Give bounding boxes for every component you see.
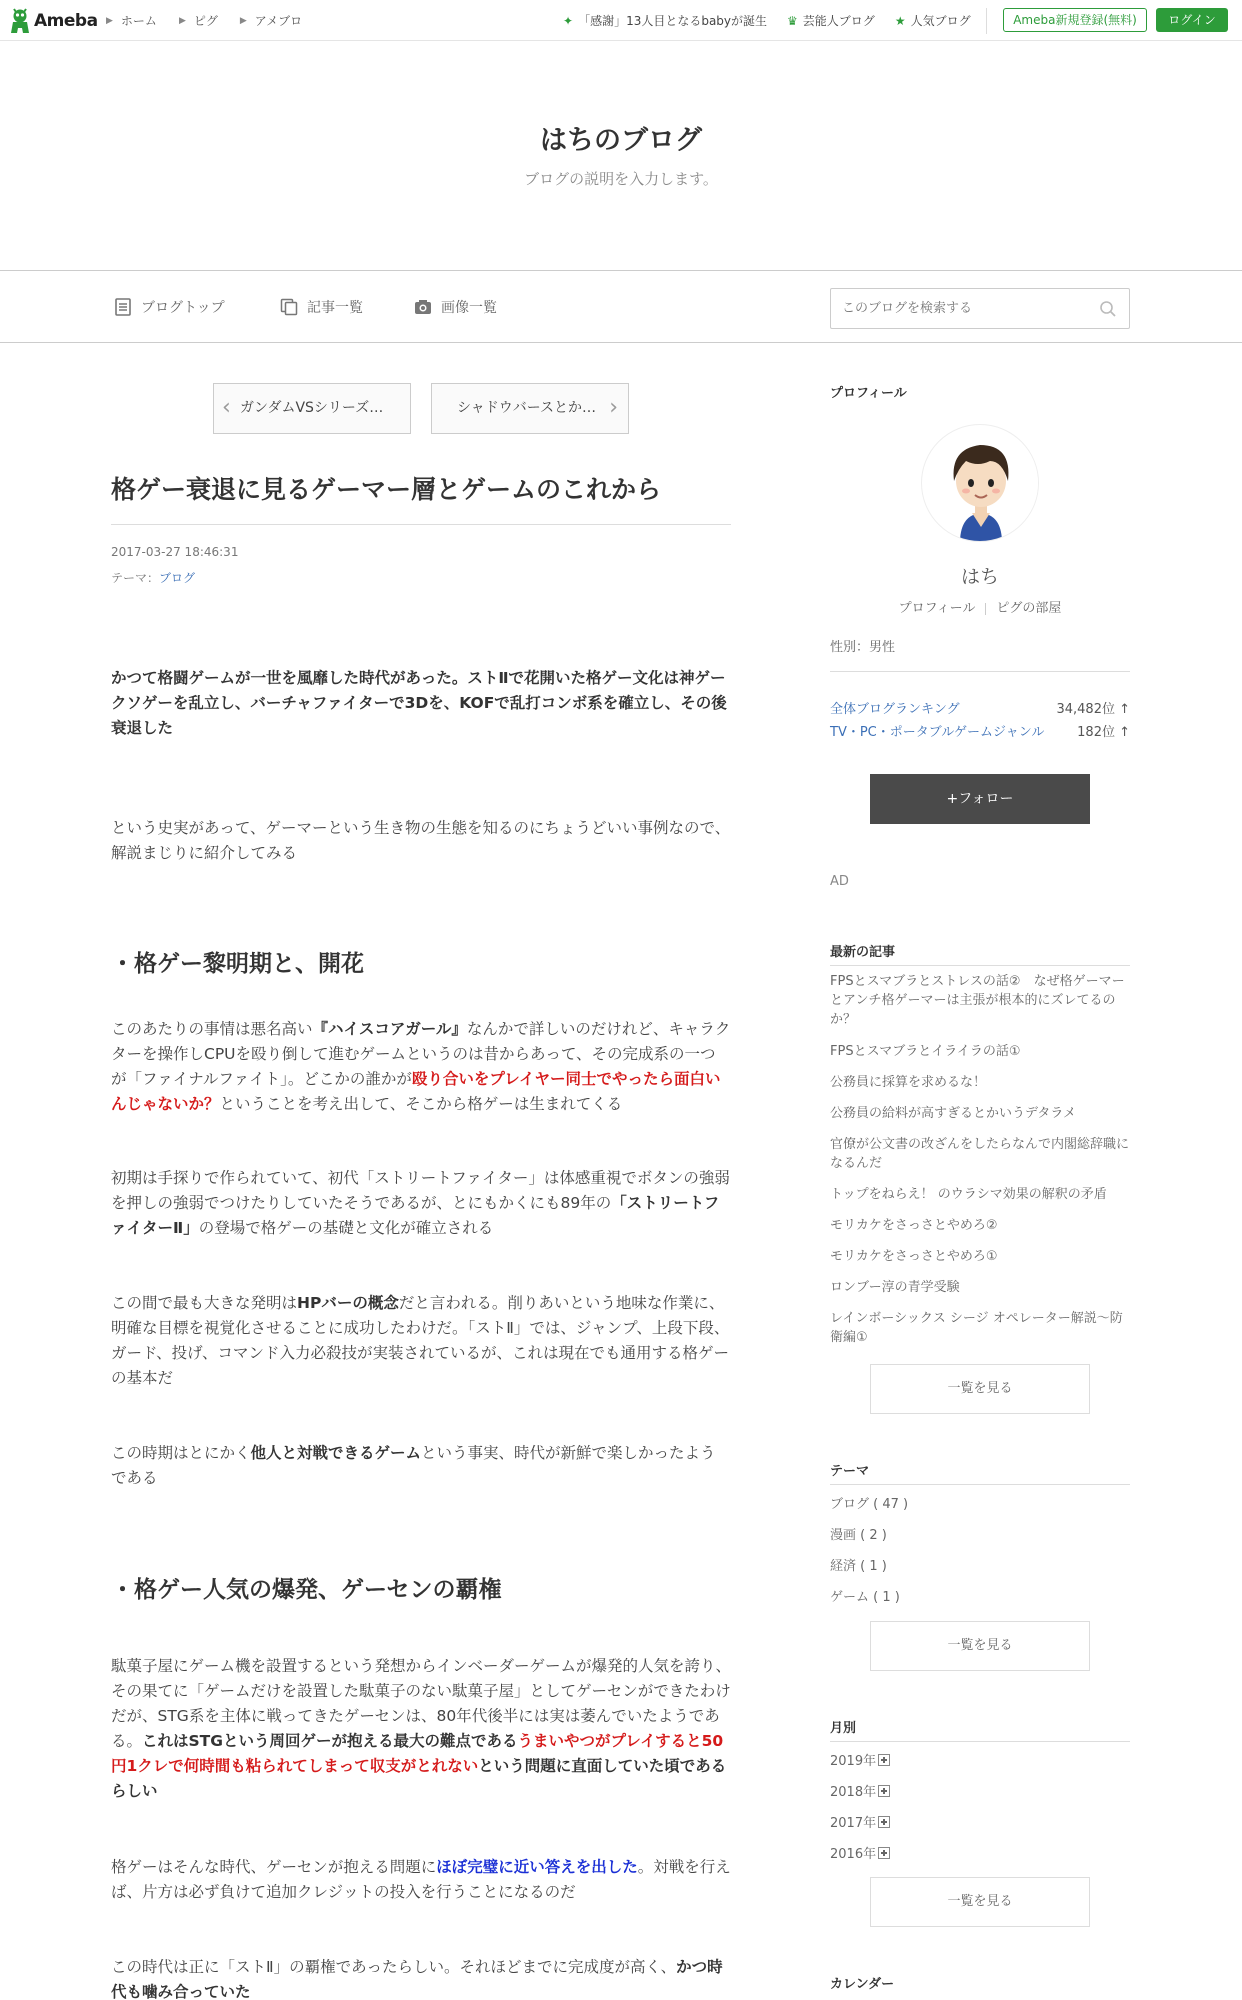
article-paragraph	[111, 1017, 731, 1117]
ameba-logo-icon	[10, 8, 30, 34]
recent-heading: 最新の記事	[830, 945, 896, 960]
month-label: 2018年	[830, 1785, 877, 1800]
article-text-red: 殴り合いをプレイヤー同士でやったら面白いんじゃないか？	[111, 1070, 721, 1113]
star-icon: ★	[894, 13, 906, 28]
document-icon	[114, 298, 132, 316]
article-text: ということを考え出して、そこから格ゲーは生まれてくる	[219, 1095, 623, 1113]
month-label: 2017年	[830, 1816, 877, 1831]
article-heading: ・格ゲー人気の爆発、ゲーセンの覇権	[111, 1577, 502, 1603]
prev-entry-label: ガンダムVSシリーズ…	[240, 400, 384, 416]
article-text-bold: という問題に直面していた頃であるらしい	[111, 1757, 727, 1800]
month-more-button[interactable]: 一覧を見る	[870, 1877, 1090, 1927]
divider	[986, 8, 987, 34]
blog-search-input[interactable]	[831, 289, 1081, 328]
month-link[interactable]	[830, 1812, 890, 1831]
blog-search	[830, 288, 1130, 329]
article-theme-link[interactable]: ブログ	[159, 571, 196, 585]
nav-entries[interactable]	[280, 297, 363, 317]
article-paragraph	[111, 1654, 731, 1804]
article-paragraph	[111, 1291, 731, 1391]
month-link[interactable]	[830, 1843, 890, 1862]
article-paragraph	[111, 816, 731, 866]
theme-heading: テーマ	[830, 1464, 870, 1479]
ranking-overall-label: 全体ブログランキング	[830, 702, 960, 717]
theme-link[interactable]: ブログ ( 47 )	[830, 1497, 909, 1512]
month-heading: 月別	[830, 1721, 857, 1736]
ranking-overall[interactable]	[830, 698, 1130, 717]
next-entry-button[interactable]	[431, 383, 629, 434]
article-text: だと言われる。削りあいという地味な作業に、明確な目標を視覚化させることに成功したわけだ。「ストⅡ」では、ジャンプ、上段下段、ガード、投げ、コマンド入力必殺技が実装されているが、これは現在でも通用する格ゲーの基本だ	[111, 1294, 730, 1387]
month-link[interactable]	[830, 1781, 890, 1800]
article-paragraph	[111, 1441, 731, 1491]
recent-entry-link[interactable]: FPSとスマブラとストレスの話② なぜ格ゲーマーとアンチ格ゲーマーは主張が根本的にズレてるのか？	[830, 974, 1125, 1027]
expand-icon[interactable]	[878, 1785, 890, 1797]
nav-entries-label: 記事一覧	[307, 300, 363, 316]
sparkle-icon: ✦	[563, 13, 574, 28]
pigg-room-link[interactable]: ピグの部屋	[996, 601, 1062, 616]
ameba-logo[interactable]	[10, 7, 98, 35]
article-text-bold: 他人と対戦できるゲーム	[250, 1444, 422, 1462]
recent-entry-link[interactable]: モリカケをさっさとやめろ②	[830, 1218, 998, 1233]
ad-label: AD	[830, 874, 849, 889]
article-text: この時代は正に「ストⅡ」の覇権であったらしい。それほどまでに完成度が高く、	[111, 1958, 677, 1976]
article-paragraph	[111, 1166, 731, 1241]
expand-icon[interactable]	[878, 1816, 890, 1828]
ranking-genre[interactable]	[830, 721, 1130, 740]
divider	[830, 671, 1130, 672]
global-nav-pigg-label: ピグ	[193, 14, 218, 28]
profile-name[interactable]: はち	[960, 566, 999, 588]
top-link-news[interactable]	[563, 12, 767, 29]
article-text: 駄菓子屋にゲーム機を設置するという発想からインベーダーゲームが爆発的人気を誇り、その果てに「ゲームだけを設置した駄菓子のない駄菓子屋」としてゲーセンができたわけだが、STG系を主体に戦ってきたゲーセンは、80年代後半には実は萎んでいたようである。	[111, 1657, 732, 1750]
month-label: 2016年	[830, 1847, 877, 1862]
top-link-popular-blog[interactable]	[895, 12, 971, 29]
top-links	[563, 12, 991, 29]
article-text: 。対戦を行えば、片方は必ず負けて追加クレジットの投入を行うことになるのだ	[111, 1858, 731, 1901]
article-paragraph	[111, 666, 731, 741]
avatar-image	[922, 425, 1039, 542]
recent-entry-link[interactable]: レインボーシックス シージ オペレーター解説〜防衛編①	[830, 1311, 1123, 1345]
search-icon[interactable]	[1099, 300, 1117, 318]
nav-blog-top[interactable]	[114, 297, 225, 317]
divider	[985, 603, 986, 615]
global-nav-ameblo[interactable]	[240, 12, 302, 29]
global-header	[0, 0, 1242, 41]
article-paragraph	[111, 1855, 731, 1905]
article-text: なんかで詳しいのだけれど、キャラクターを操作しCPUを殴り倒して進むゲームというのは昔からあって、その完成系の一つが「ファイナルファイト」。どこかの誰かが	[111, 1020, 731, 1088]
article-heading: ・格ゲー黎明期と、開花	[111, 951, 364, 977]
profile-link[interactable]: プロフィール	[898, 601, 976, 616]
top-link-news-label: 「感謝」13人目となるbabyが誕生	[578, 14, 768, 28]
profile-links	[830, 597, 1130, 616]
nav-images-label: 画像一覧	[441, 300, 497, 316]
global-nav-ameblo-label: アメブロ	[254, 14, 303, 28]
theme-link[interactable]: 漫画 ( 2 )	[830, 1528, 887, 1543]
article-text: 格ゲーはそんな時代、ゲーセンが抱える問題に	[111, 1858, 437, 1876]
recent-more-button[interactable]: 一覧を見る	[870, 1364, 1090, 1414]
article-text-bold: これはSTGという周回ゲーが抱える最大の難点である	[142, 1732, 518, 1750]
month-label: 2019年	[830, 1754, 877, 1769]
expand-icon[interactable]	[878, 1847, 890, 1859]
article-text-blue: ほぼ完璧に近い答えを出した	[436, 1858, 638, 1876]
blog-title[interactable]: はちのブログ	[540, 125, 702, 156]
divider	[830, 965, 1130, 966]
article-theme	[111, 569, 195, 586]
chevron-right-icon: ›	[609, 395, 618, 420]
article-text: 初期は手探りで作られていて、初代「ストリートファイター」は体感重視でボタンの強弱を押しの強弱でつけたりしていたそうであるが、とにもかくにも89年の	[111, 1169, 730, 1212]
chevron-left-icon: ‹	[222, 395, 231, 420]
avatar[interactable]	[921, 424, 1039, 542]
top-link-celebrity-blog[interactable]	[787, 12, 875, 29]
profile-gender: 性別：男性	[830, 640, 896, 655]
blog-description: ブログの説明を入力します。	[524, 170, 718, 188]
next-entry-label: シャドウバースとか…	[457, 400, 597, 416]
recent-entry-link[interactable]: ロンブー淳の青学受験	[830, 1280, 960, 1295]
login-button[interactable]: ログイン	[1156, 8, 1228, 32]
global-nav	[106, 12, 324, 29]
article-text-bold: かつ時代も噛み合っていた	[111, 1958, 723, 2000]
recent-entry-link[interactable]: 官僚が公文書の改ざんをしたらなんで内閣総辞職になるんだ	[830, 1137, 1130, 1171]
article-text: という史実があって、ゲーマーという生き物の生態を知るのにちょうどいい事例なので、解説まじりに紹介してみる	[111, 819, 731, 862]
article-theme-label: テーマ：	[111, 571, 160, 585]
month-link[interactable]	[830, 1750, 890, 1769]
blog-nav	[0, 270, 1242, 343]
theme-link[interactable]: ゲーム ( 1 )	[830, 1590, 900, 1605]
follow-button[interactable]: +フォロー	[870, 774, 1090, 824]
ranking-genre-value: 182位 ↑	[1077, 725, 1130, 740]
copy-icon	[280, 298, 298, 316]
camera-icon	[414, 298, 432, 316]
article-text-red: うまいやつがプレイすると50円1クレで何時間も粘られてしまって収支がとれない	[111, 1732, 724, 1775]
theme-link[interactable]: 経済 ( 1 )	[830, 1559, 887, 1574]
top-link-celebrity-label: 芸能人ブログ	[802, 14, 875, 28]
recent-entry-link[interactable]: トップをねらえ！ のウラシマ効果の解釈の矛盾	[830, 1187, 1107, 1202]
article-text: このあたりの事情は悪名高い	[111, 1020, 313, 1038]
divider	[111, 524, 731, 525]
ranking-overall-value: 34,482位 ↑	[1056, 702, 1130, 717]
ameba-logo-text: Ameba	[34, 11, 98, 31]
article-text-bold: 「ストリートファイターⅡ」	[111, 1194, 720, 1237]
nav-images[interactable]	[414, 297, 497, 317]
article-text-bold: かつて格闘ゲームが一世を風靡した時代があった。ストⅡで花開いた格ゲー文化は神ゲークソゲーを乱立し、バーチャファイターで3Dを、KOFで乱打コンボ系を確立し、その後衰退した	[111, 669, 727, 737]
divider	[830, 1741, 1130, 1742]
article-text: という事実、時代が新鮮で楽しかったようである	[111, 1444, 716, 1487]
global-nav-home[interactable]	[106, 12, 157, 29]
article-title[interactable]: 格ゲー衰退に見るゲーマー層とゲームのこれから	[111, 475, 662, 504]
article-text: の登場で格ゲーの基礎と文化が確立される	[198, 1219, 494, 1237]
chevron-right-icon: ▶	[239, 15, 247, 26]
register-button[interactable]: Ameba新規登録(無料)	[1003, 8, 1147, 32]
chevron-right-icon: ▶	[106, 15, 113, 26]
top-link-popular-label: 人気ブログ	[910, 14, 971, 28]
crown-icon: ♛	[787, 13, 798, 28]
chevron-right-icon: ▶	[178, 15, 186, 26]
divider	[830, 1484, 1130, 1485]
article-text-bold: HPバーの概念	[297, 1294, 399, 1312]
ranking-genre-label: TV・PC・ポータブルゲームジャンル	[830, 725, 1045, 740]
recent-entry-link[interactable]: 公務員に採算を求めるな！	[830, 1075, 987, 1090]
recent-entry-link[interactable]: モリカケをさっさとやめろ①	[830, 1249, 998, 1264]
global-nav-home-label: ホーム	[120, 14, 157, 28]
theme-more-button[interactable]: 一覧を見る	[870, 1621, 1090, 1671]
recent-entry-link[interactable]: 公務員の給料が高すぎるとかいうデタラメ	[830, 1106, 1076, 1121]
expand-icon[interactable]	[878, 1754, 890, 1766]
prev-entry-button[interactable]	[213, 383, 411, 434]
article-text-bold: 『ハイスコアガール』	[312, 1020, 467, 1038]
article-date: 2017-03-27 18:46:31	[111, 545, 239, 559]
calendar-heading: カレンダー	[830, 1977, 895, 1992]
nav-blog-top-label: ブログトップ	[141, 300, 225, 316]
recent-entry-link[interactable]: FPSとスマブラとイライラの話①	[830, 1044, 1021, 1059]
global-nav-pigg[interactable]	[179, 12, 218, 29]
article-paragraph	[111, 1955, 731, 2000]
article-text: この間で最も大きな発明は	[111, 1294, 298, 1312]
profile-heading: プロフィール	[830, 386, 907, 401]
article-text: この時期はとにかく	[111, 1444, 251, 1462]
